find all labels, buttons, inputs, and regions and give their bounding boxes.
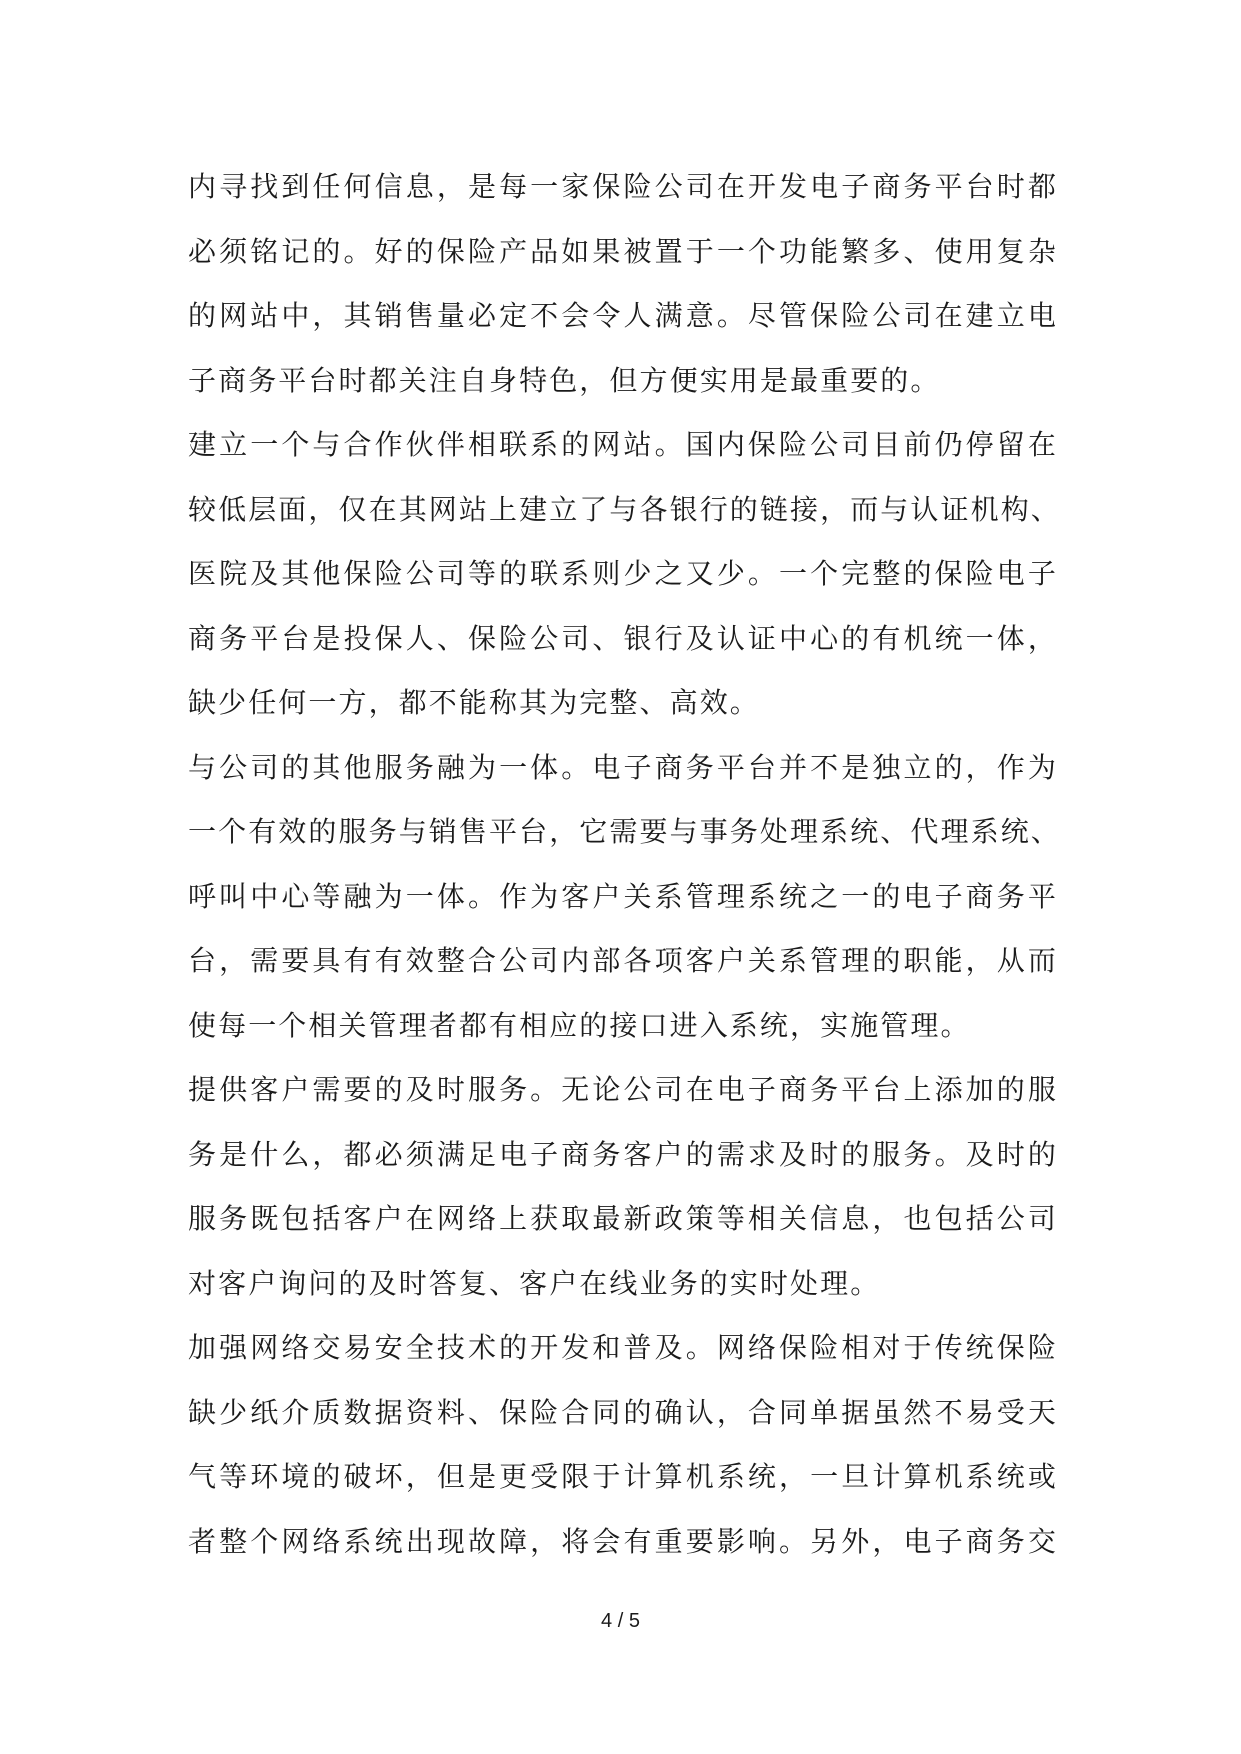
text-line: 建立一个与合作伙伴相联系的网站。国内保险公司目前仍停留在 <box>188 428 1058 461</box>
text-line: 一个有效的服务与销售平台，它需要与事务处理系统、代理系统、 <box>188 815 1061 848</box>
text-line: 与公司的其他服务融为一体。电子商务平台并不是独立的，作为 <box>188 750 1058 784</box>
text-line: 的网站中，其销售量必定不会令人满意。尽管保险公司在建立电 <box>188 299 1058 332</box>
text-line: 对客户询问的及时答复、客户在线业务的实时处理。 <box>188 1266 881 1300</box>
text-line: 必须铭记的。好的保险产品如果被置于一个功能繁多、使用复杂 <box>188 234 1058 268</box>
text-line: 使每一个相关管理者都有相应的接口进入系统，实施管理。 <box>188 1008 971 1042</box>
text-line: 商务平台是投保人、保险公司、银行及认证中心的有机统一体， <box>188 621 1058 655</box>
text-line: 提供客户需要的及时服务。无论公司在电子商务平台上添加的服 <box>188 1073 1058 1106</box>
text-line: 台，需要具有有效整合公司内部各项客户关系管理的职能，从而 <box>188 944 1058 977</box>
text-line: 子商务平台时都关注自身特色，但方便实用是最重要的。 <box>188 363 941 397</box>
text-line: 较低层面，仅在其网站上建立了与各银行的链接，而与认证机构、 <box>188 492 1061 526</box>
text-line: 内寻找到任何信息，是每一家保险公司在开发电子商务平台时都 <box>188 170 1058 203</box>
text-line: 服务既包括客户在网络上获取最新政策等相关信息，也包括公司 <box>188 1202 1058 1235</box>
text-line: 气等环境的破坏，但是更受限于计算机系统，一旦计算机系统或 <box>188 1460 1058 1493</box>
text-line: 加强网络交易安全技术的开发和普及。网络保险相对于传统保险 <box>188 1331 1058 1364</box>
text-line: 者整个网络系统出现故障，将会有重要影响。另外，电子商务交 <box>188 1524 1058 1558</box>
text-line: 缺少纸介质数据资料、保险合同的确认，合同单据虽然不易受天 <box>188 1395 1058 1429</box>
page-number: 4 / 5 <box>601 1610 640 1632</box>
body-text <box>188 155 1061 1574</box>
text-line: 呼叫中心等融为一体。作为客户关系管理系统之一的电子商务平 <box>188 879 1058 913</box>
text-line: 缺少任何一方，都不能称其为完整、高效。 <box>188 686 760 719</box>
text-line: 医院及其他保险公司等的联系则少之又少。一个完整的保险电子 <box>188 557 1058 590</box>
text-line: 务是什么，都必须满足电子商务客户的需求及时的服务。及时的 <box>188 1137 1058 1171</box>
